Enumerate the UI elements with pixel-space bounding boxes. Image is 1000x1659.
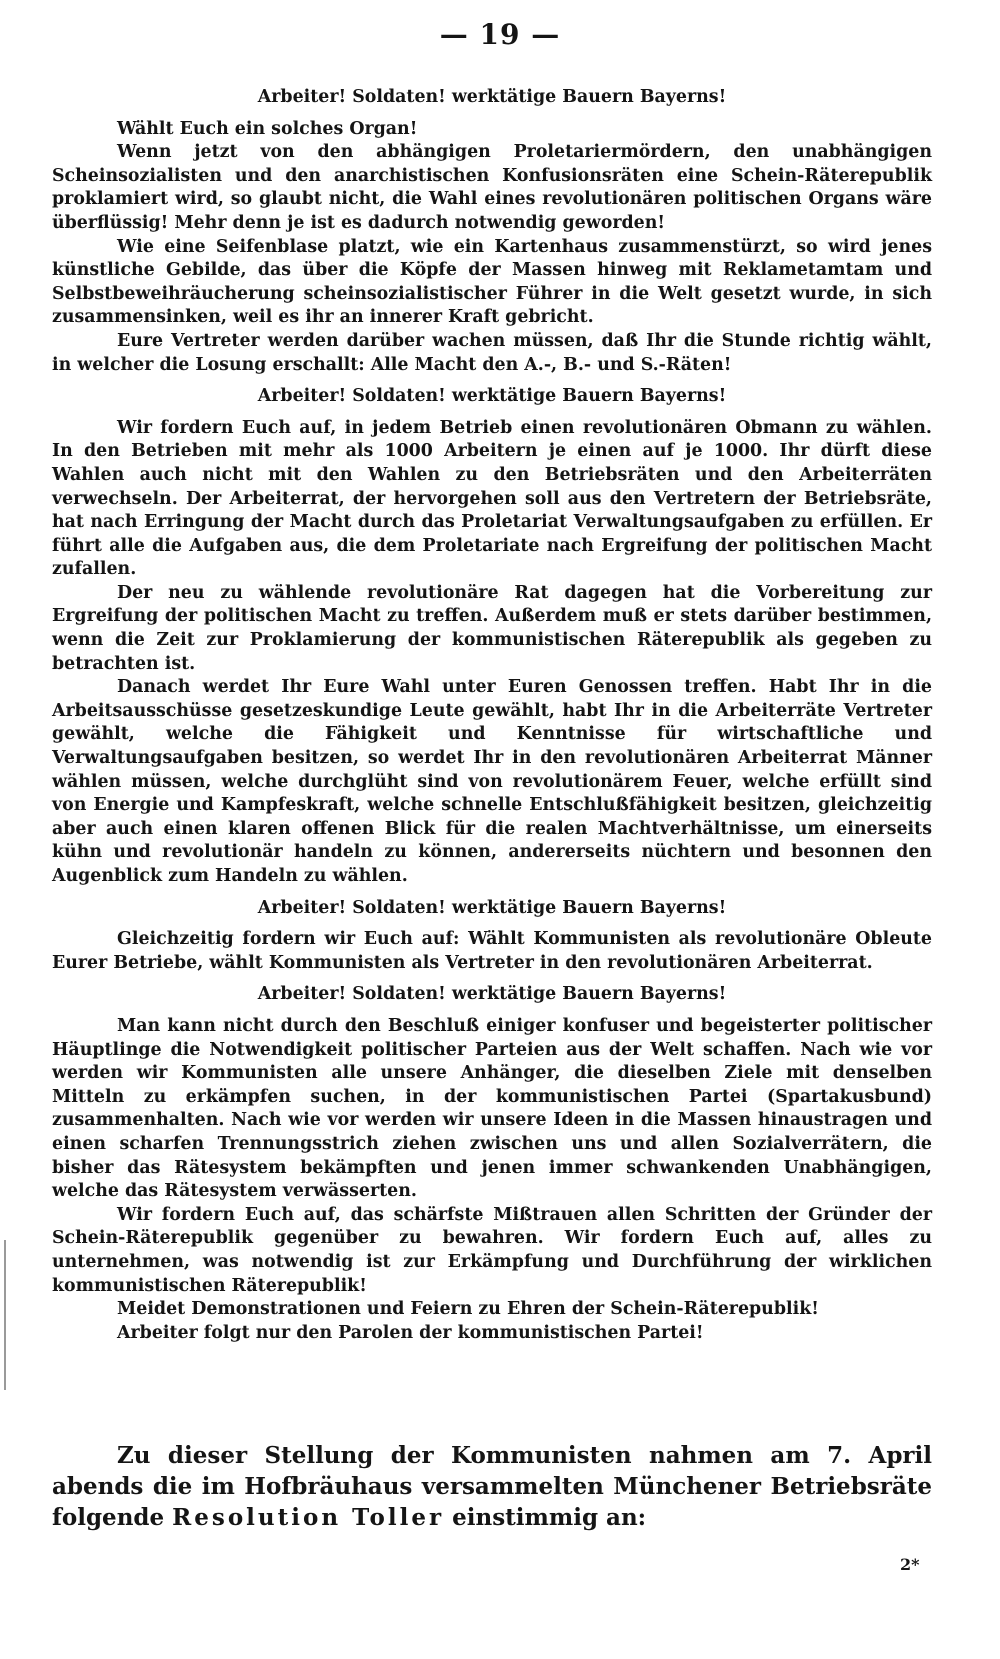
appeal-heading: Arbeiter! Soldaten! werktätige Bauern Bayerns! (257, 897, 727, 918)
paragraph: Wenn jetzt von den abhängigen Proletariermördern, den unabhängigen Scheinsozialisten und den anarchistischen Konfusionsräten eine Schein-Räterepublik proklamiert wird, so glaubt nicht, die Wahl eines revolutionären politischen Organs wäre überflüssig! Mehr denn je ist es dadurch notwendig geworden! (52, 142, 932, 233)
sheet-signature-mark: 2* (900, 1555, 920, 1574)
scan-margin-line (4, 1240, 6, 1390)
paragraph: Gleichzeitig fordern wir Euch auf: Wählt Kommunisten als revolutionäre Obleute Eurer Betriebe, wählt Kommunisten als Vertreter in den revolutionären Arbeiterrat. (52, 929, 932, 973)
paragraph: Eure Vertreter werden darüber wachen müssen, daß Ihr die Stunde richtig wählt, in welcher die Losung erschallt: Alle Macht den A.-, B.- und S.-Räten! (52, 330, 932, 375)
appeal-heading: Arbeiter! Soldaten! werktätige Bauern Bayerns! (257, 87, 727, 107)
paragraph: Arbeiter folgt nur den Parolen der kommunistischen Partei! (117, 1322, 704, 1343)
closing-text (52, 1440, 932, 1533)
closing-paragraph (52, 1440, 932, 1533)
page-number: — 19 — (439, 18, 561, 51)
paragraph: Danach werdet Ihr Eure Wahl unter Euren Genossen treffen. Habt Ihr in die Arbeitsausschüsse gesetzeskundige Leute gewählt, habt Ihr in die Arbeiterräte Vertreter gewählt, welche die Fähigkeit und Kenntnisse für wirtschaftliche und Verwaltungsaufgaben besitzen, so werdet Ihr in den revolutionären Arbeiterrat Männer wählen müssen, welche durchglüht sind von revolutionärem Feuer, welche erfüllt sind von Energie und Kampfeskraft, welche schnelle Entschlußfähigkeit besitzen, gleichzeitig aber auch einen klaren offenen Blick für die realen Machtverhältnisse, um einerseits kühn und revolutionär handeln zu können, andererseits nüchtern und besonnen den Augenblick zum Handeln zu wählen. (52, 677, 932, 886)
paragraph: Man kann nicht durch den Beschluß einiger konfuser und begeisterter politischer Häuptlinge die Notwendigkeit politischer Parteien aus der Welt schaffen. Nach wie vor werden wir Kommunisten alle unsere Anhänger, die dieselben Ziele mit denselben Mitteln zu erkämpfen suchen, in der kommunistischen Partei (Spartakusbund) zusammenhalten. Nach wie vor werden wir unsere Ideen in die Massen hinaustragen und einen scharfen Trennungsstrich ziehen zwischen uns und allen Sozialverrätern, die bisher das Rätesystem bekämpften und jenen immer schwankenden Unabhängigen, welche das Rätesystem verwässerten. (52, 1015, 932, 1202)
paragraph: Meidet Demonstrationen und Feiern zu Ehren der Schein-Räterepublik! (117, 1299, 819, 1320)
paragraph: Der neu zu wählende revolutionäre Rat dagegen hat die Vorbereitung zur Ergreifung der politischen Macht zu treffen. Außerdem muß er stets darüber bestimmen, wenn die Zeit zur Proklamierung der kommunistischen Räterepublik als gegeben zu betrachten ist. (52, 582, 932, 674)
closing-tail: einstimmig an: (444, 1504, 647, 1531)
appeal-heading: Arbeiter! Soldaten! werktätige Bauern Bayerns! (257, 386, 727, 407)
paragraph: Wählt Euch ein solches Organ! (117, 118, 418, 139)
closing-lead: Zu dieser Stellung der Kommunisten nahmen am 7. April abends die im Hofbräuhaus versammelten Münchener Betriebsräte folgende (52, 1442, 932, 1531)
paragraph: Wie eine Seifenblase platzt, wie ein Kartenhaus zusammenstürzt, so wird jenes künstliche Gebilde, das über die Köpfe der Massen hinweg mit Reklametamtam und Selbstbeweihräucherung scheinsozialistischer Führer in die Welt gesetzt wurde, in sich zusammensinken, weil es ihr an innerer Kraft gebricht. (52, 236, 932, 328)
body-text (52, 78, 932, 1345)
appeal-heading: Arbeiter! Soldaten! werktätige Bauern Bayerns! (257, 984, 727, 1005)
paragraph: Wir fordern Euch auf, in jedem Betrieb einen revolutionären Obmann zu wählen. In den Betrieben mit mehr als 1000 Arbeitern je einen auf je 1000. Ihr dürft diese Wahlen auch nicht mit den Wahlen zu den Betriebsräten und den Arbeiterräten verwechseln. Der Arbeiterrat, der hervorgehen soll aus den Vertretern der Betriebsräte, hat nach Erringung der Macht durch das Proletariat Verwaltungsaufgaben zu erfüllen. Er führt alle die Aufgaben aus, die dem Proletariate nach Ergreifung der politischen Macht zufallen. (52, 417, 932, 580)
resolution-title: Resolution Toller (172, 1504, 445, 1531)
paragraph: Wir fordern Euch auf, das schärfste Mißtrauen allen Schritten der Gründer der Schein-Räterepublik gegenüber zu bewahren. Wir fordern Euch auf, alles zu unternehmen, was notwendig ist zur Erkämpfung und Durchführung der wirklichen kommunistischen Räterepublik! (52, 1204, 932, 1296)
